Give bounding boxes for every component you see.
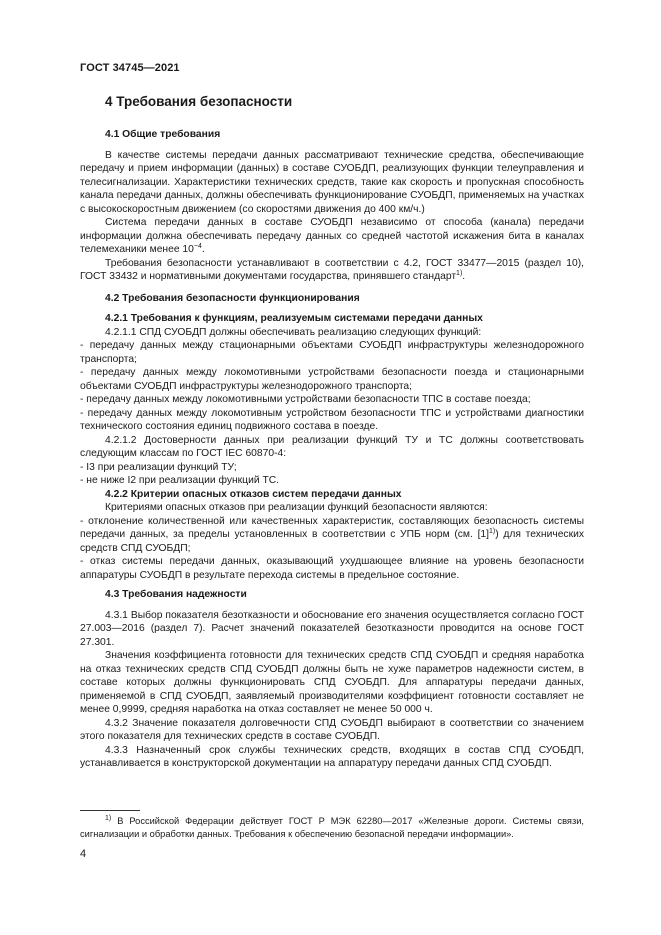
paragraph: 4.3.3 Назначенный срок службы технических средств, входящих в состав СПД СУОБДП, устанавливается в конструкторской документации на аппаратуру передачи данных СПД СУОБДП. — [80, 744, 584, 769]
paragraph: 4.3.1 Выбор показателя безотказности и обоснование его значения осуществляется согласно ГОСТ 27.003—2016 (раздел 7). Расчет значений показателей безотказности проводится на основе ГОСТ 27.301. — [80, 609, 584, 648]
list-item: - не ниже I2 при реализации функций ТС. — [80, 475, 280, 486]
list-item: - передачу данных между локомотивным устройством безопасности ТПС и устройствами диагностики технического состояния единиц подвижного состава в поезде. — [80, 407, 584, 432]
subsection-4-3-title: 4.3 Требования надежности — [105, 589, 247, 600]
subsection-4-2-2-title: 4.2.2 Критерии опасных отказов систем передачи данных — [105, 488, 402, 500]
list-item: - передачу данных между локомотивными устройствами безопасности поезда и стационарными объектами СУОБДП инфраструктуры железнодорожного транспорта; — [80, 367, 584, 392]
paragraph: Критериями опасных отказов при реализации функций безопасности являются: — [105, 502, 488, 513]
exponent: −4 — [193, 243, 202, 250]
page-number: 4 — [80, 848, 87, 860]
subsection-4-2-title: 4.2 Требования безопасности функционирования — [105, 292, 360, 304]
list-item: - I3 при реализации функций ТУ; — [80, 461, 237, 473]
footnote-mark: 1) — [105, 815, 112, 822]
list-item: - передачу данных между локомотивными устройствами безопасности ТПС в составе поезда; — [80, 394, 531, 405]
paragraph: 4.2.1.2 Достоверности данных при реализации функций ТУ и ТС должны соответствовать следующим классам по ГОСТ IEC 60870-4: — [80, 434, 584, 459]
footnote — [80, 815, 584, 840]
list-item: - передачу данных между стационарными объектами СУОБДП инфраструктуры железнодорожного транспорта; — [80, 340, 584, 365]
paragraph: Система передачи данных в составе СУОБДП независимо от способа (канала) передачи информации должна обеспечивать передачу данных со средней частотой искажения бита в каналах телемеханики менее $10^{-4}$. — [80, 217, 584, 255]
paragraph: Значения коэффициента готовности для технических средств СПД СУОБДП и средняя наработка на отказ технических средств СПД СУОБДП должны быть не хуже параметров надежности систем, в составе которых должны функционировать СПД СУОБДП. Для аппаратуры передачи данных, применяемой в СПД СУОБДП, заявляемый производителями коэффициент готовности составляет не менее 0,9999, средняя наработка на отказ составляет не менее 50 000 ч. — [80, 650, 584, 715]
footnote-reference: 1) — [489, 528, 496, 535]
paragraph: 4.2.1.1 СПД СУОБДП должны обеспечивать реализацию следующих функций: — [105, 326, 482, 338]
paragraph: 4.3.2 Значение показателя долговечности СПД СУОБДП выбирают в соответствии со значением этого показателя для технических средств в составе СУОБДП. — [80, 717, 584, 742]
subsection-4-2-1-title: 4.2.1 Требования к функциям, реализуемым системами передачи данных — [105, 313, 483, 324]
section-title: 4 Требования безопасности — [105, 94, 293, 109]
paragraph-text: Система передачи данных в составе СУОБДП независимо от способа (канала) передачи информации должна обеспечивать передачу данных со средней частотой искажения бита в каналах телемеханики менее 10 — [80, 217, 584, 255]
footnote-reference: 1) — [456, 270, 463, 277]
subsection-4-1-title: 4.1 Общие требования — [105, 129, 221, 140]
document-header: ГОСТ 34745—2021 — [80, 62, 180, 74]
footnote-separator — [80, 810, 140, 811]
footnote-text: В Российской Федерации действует ГОСТ Р МЭК 62280—2017 «Железные дороги. Системы связи, сигнализации и обработки данных. Требования к обеспечению безопасной передачи информации». — [80, 816, 584, 839]
paragraph-text: Требования безопасности устанавливают в соответствии с 4.2, ГОСТ 33477—2015 (раздел 10), ГОСТ 33432 и нормативными документами государства, принявшего стандарт — [80, 257, 584, 282]
list-item: - отказ системы передачи данных, оказывающий ухудшающее влияние на уровень безопасности аппаратуры СУОБДП в результате перехода системы в предельное состояние. — [80, 556, 584, 581]
paragraph: Требования безопасности устанавливают в соответствии с 4.2, ГОСТ 33477—2015 (раздел 10), ГОСТ 33432 и нормативными документами государства, принявшего стандарт$^{1)}$. — [80, 257, 584, 282]
page-body — [80, 128, 584, 771]
list-item: - отклонение количественной или качественных характеристик, составляющих безопасность системы передачи данных, за пределы установленных в соответствии с УПБ норм (см. $[1]^{1)}$) для технических средств СПД СУОБДП; — [80, 515, 584, 554]
paragraph: В качестве системы передачи данных рассматривают технические средства, обеспечивающие передачу и прием информации (данных) в составе СУОБДП, реализующих функции телеуправления и телесигнализации. Характеристики технических средств, такие как скорость и пропускная способность канала передачи данных, должны обеспечивать функционирование СУОБДП, применяемых на участках с высокоскоростным движением (со скоростями движения до 400 км/ч.) — [80, 149, 584, 215]
